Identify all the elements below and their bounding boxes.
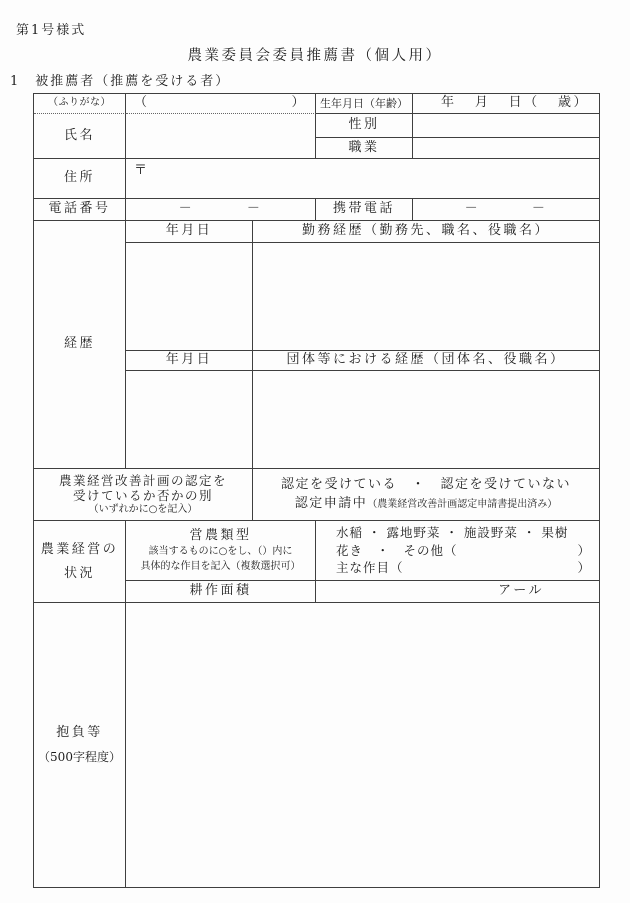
mobile-label: 携帯電話	[316, 199, 413, 221]
postal-mark: 〒	[134, 163, 150, 178]
ambition-field[interactable]	[126, 603, 599, 887]
farming-type-options-line1: 水稲 ・ 露地野菜 ・ 施設野菜 ・ 果樹	[336, 525, 569, 541]
phone-dash-1: －	[178, 201, 195, 217]
farming-type-label	[126, 521, 316, 581]
org-date-field[interactable]	[126, 371, 253, 469]
certification-label	[34, 469, 253, 521]
org-history-field[interactable]	[253, 371, 599, 469]
certification-options	[253, 469, 599, 521]
management-status-label-line1: 農業経営の	[40, 542, 119, 558]
phone-field[interactable]	[126, 199, 316, 221]
farming-type-note-line1: 該当するものに○をし、（）内に	[148, 546, 293, 558]
certification-label-line1: 農業経営改善計画の認定を	[58, 472, 227, 488]
farming-type-options-line2-close: ）	[577, 542, 591, 558]
cultivated-area-label: 耕作面積	[126, 581, 316, 603]
job-label: 職業	[316, 138, 413, 159]
org-history-header: 団体等における経歴（団体名、役職名）	[253, 351, 599, 371]
farming-type-header: 営農類型	[189, 527, 252, 543]
furigana-label: （ふりがな）	[34, 94, 126, 114]
ambition-label-line1: 抱負等	[56, 725, 103, 741]
phone-label: 電話番号	[34, 199, 126, 221]
phone-dash-2: －	[246, 201, 263, 217]
farming-type-options-line2	[336, 543, 591, 559]
birth-month-label: 月	[474, 95, 491, 111]
furigana-field[interactable]	[126, 94, 316, 114]
name-label: 氏名	[34, 114, 126, 159]
birthdate-label: 生年月日（年齢）	[316, 94, 413, 114]
main-crop-label: 主な作目（	[336, 560, 404, 576]
furigana-paren-open: （	[134, 95, 150, 111]
page-title: 農業委員会委員推薦書（個人用）	[187, 48, 443, 64]
area-unit-label: アール	[498, 583, 544, 599]
name-field[interactable]	[126, 114, 316, 159]
farming-type-options	[316, 521, 599, 581]
certification-applying-label: 認定申請中	[294, 496, 368, 511]
certification-label-line2: 受けているか否かの別	[72, 488, 213, 504]
farming-type-options-line3	[336, 560, 591, 576]
mobile-dash-2: －	[531, 201, 548, 217]
main-crop-paren-close: ）	[577, 560, 591, 576]
work-date-header: 年月日	[126, 221, 253, 243]
ambition-label	[34, 603, 126, 887]
management-status-label-line2: 状況	[63, 565, 95, 581]
career-label: 経歴	[34, 221, 126, 469]
form-number: 第1号様式	[16, 23, 87, 38]
management-status-label	[34, 521, 126, 603]
mobile-dash-1: －	[464, 201, 481, 217]
birth-age-label: 歳）	[557, 95, 589, 111]
sex-label: 性別	[316, 114, 413, 138]
certification-applying-note: （農業経営改善計画認定申請書提出済み）	[367, 499, 558, 510]
nominee-table	[33, 93, 600, 888]
address-field[interactable]	[126, 159, 599, 199]
section-heading-nominee: 1 被推薦者（推薦を受ける者）	[10, 74, 231, 89]
certification-options-line2	[295, 496, 558, 512]
birth-day-label: 日（	[508, 95, 540, 111]
certification-label-note: （いずれかに○を記入）	[88, 503, 198, 515]
farming-type-options-line2-left: 花き ・ その他（	[336, 542, 458, 558]
farming-type-note-line2: 具体的な作目を記入（複数選択可）	[140, 560, 301, 572]
org-date-header: 年月日	[126, 351, 253, 371]
work-date-field[interactable]	[126, 243, 253, 351]
birth-year-label: 年	[441, 95, 457, 111]
ambition-label-line2: （500字程度）	[38, 749, 121, 764]
certification-options-line1: 認定を受けている ・ 認定を受けていない	[280, 476, 571, 492]
birthdate-field[interactable]	[413, 94, 599, 114]
work-history-header: 勤務経歴（勤務先、職名、役職名）	[253, 221, 599, 243]
furigana-paren-close: ）	[291, 95, 307, 111]
address-label: 住所	[34, 159, 126, 199]
sex-field[interactable]	[413, 114, 599, 138]
work-history-field[interactable]	[253, 243, 599, 351]
cultivated-area-field[interactable]	[316, 581, 599, 603]
mobile-field[interactable]	[413, 199, 599, 221]
job-field[interactable]	[413, 138, 599, 159]
